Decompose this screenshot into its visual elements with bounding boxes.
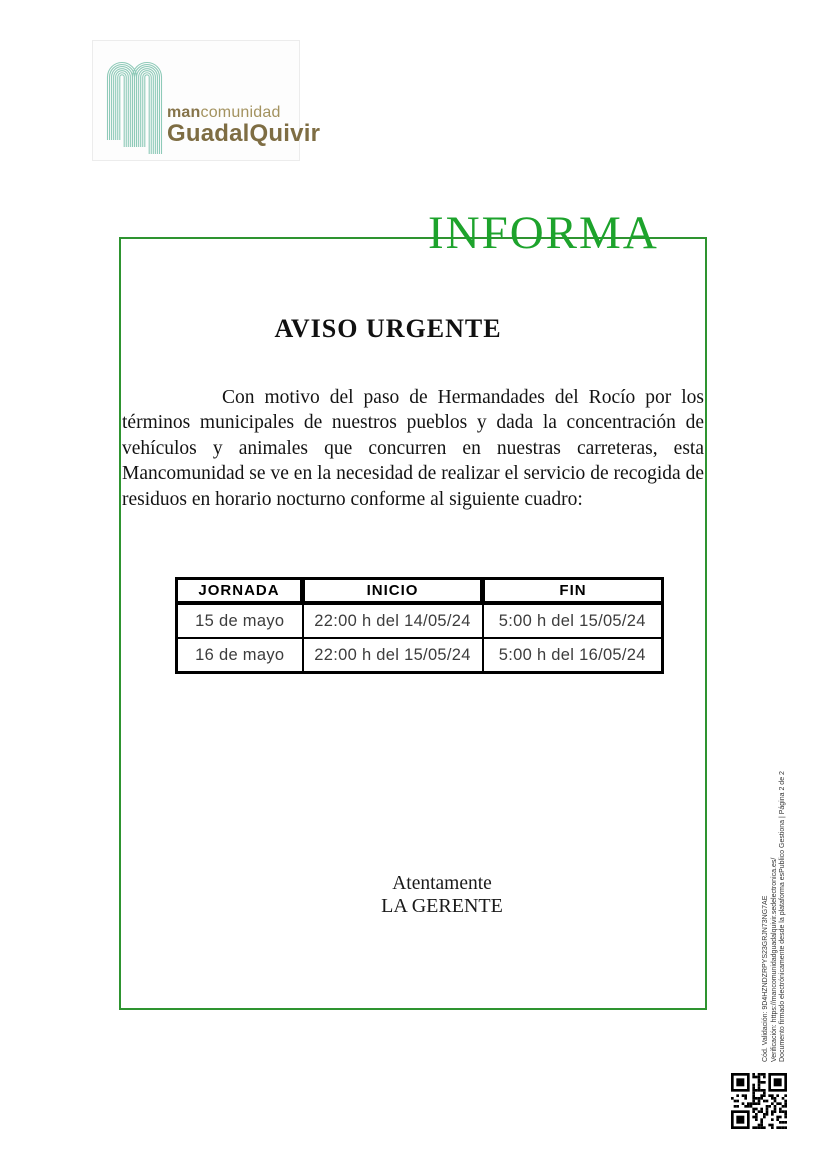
qr-code-icon xyxy=(731,1073,787,1129)
informa-title: INFORMA xyxy=(428,207,659,259)
table-row xyxy=(177,603,663,638)
closing-la-gerente: LA GERENTE xyxy=(381,895,503,917)
closing-block xyxy=(179,872,705,918)
signature-platform-line: Documento firmado electrónicamente desde la plataforma esPublico Gestiona | Página 2 de 2 xyxy=(779,771,786,1062)
table-header-row xyxy=(177,579,663,604)
logo-name-line2: GuadalQuivir xyxy=(167,120,321,147)
mancomunidad-logo xyxy=(92,40,321,161)
table-header-fin: FIN xyxy=(483,579,663,604)
closing-atentamente: Atentamente xyxy=(392,873,492,894)
cell-fin: 5:00 h del 15/05/24 xyxy=(483,603,663,638)
notice-body-paragraph: Con motivo del paso de Hermandades del Rocío por los términos municipales de nuestros pueblos y dada la concentración de vehículos y animales que concurren en nuestras carreteras, esta Mancomunidad se ve en la necesidad de realizar el servicio de recogida de residuos en horario nocturno conforme al siguiente cuadro: xyxy=(122,386,704,510)
aviso-urgente-heading: AVISO URGENTE xyxy=(274,314,502,343)
logo-name-line1: mancomunidad xyxy=(167,104,281,121)
validation-sidebar-text xyxy=(762,710,788,1062)
table-row xyxy=(177,638,663,673)
logo-m-icon xyxy=(101,49,171,157)
table-header-inicio: INICIO xyxy=(303,579,483,604)
validation-code-line: Cód. Validación: 9D4HZNDZRPYS23GRJN73NG7AE xyxy=(762,895,769,1062)
cell-fin: 5:00 h del 16/05/24 xyxy=(483,638,663,673)
cell-jornada: 16 de mayo xyxy=(177,638,303,673)
logo-text xyxy=(167,105,320,146)
notice-box xyxy=(119,237,707,1010)
table-header-jornada: JORNADA xyxy=(177,579,303,604)
cell-inicio: 22:00 h del 15/05/24 xyxy=(303,638,483,673)
cell-inicio: 22:00 h del 14/05/24 xyxy=(303,603,483,638)
verification-url-line: Verificación: https://mancomunidadguadalquivir.sedelectronica.es/ xyxy=(770,857,778,1062)
cell-jornada: 15 de mayo xyxy=(177,603,303,638)
schedule-table xyxy=(175,577,664,674)
